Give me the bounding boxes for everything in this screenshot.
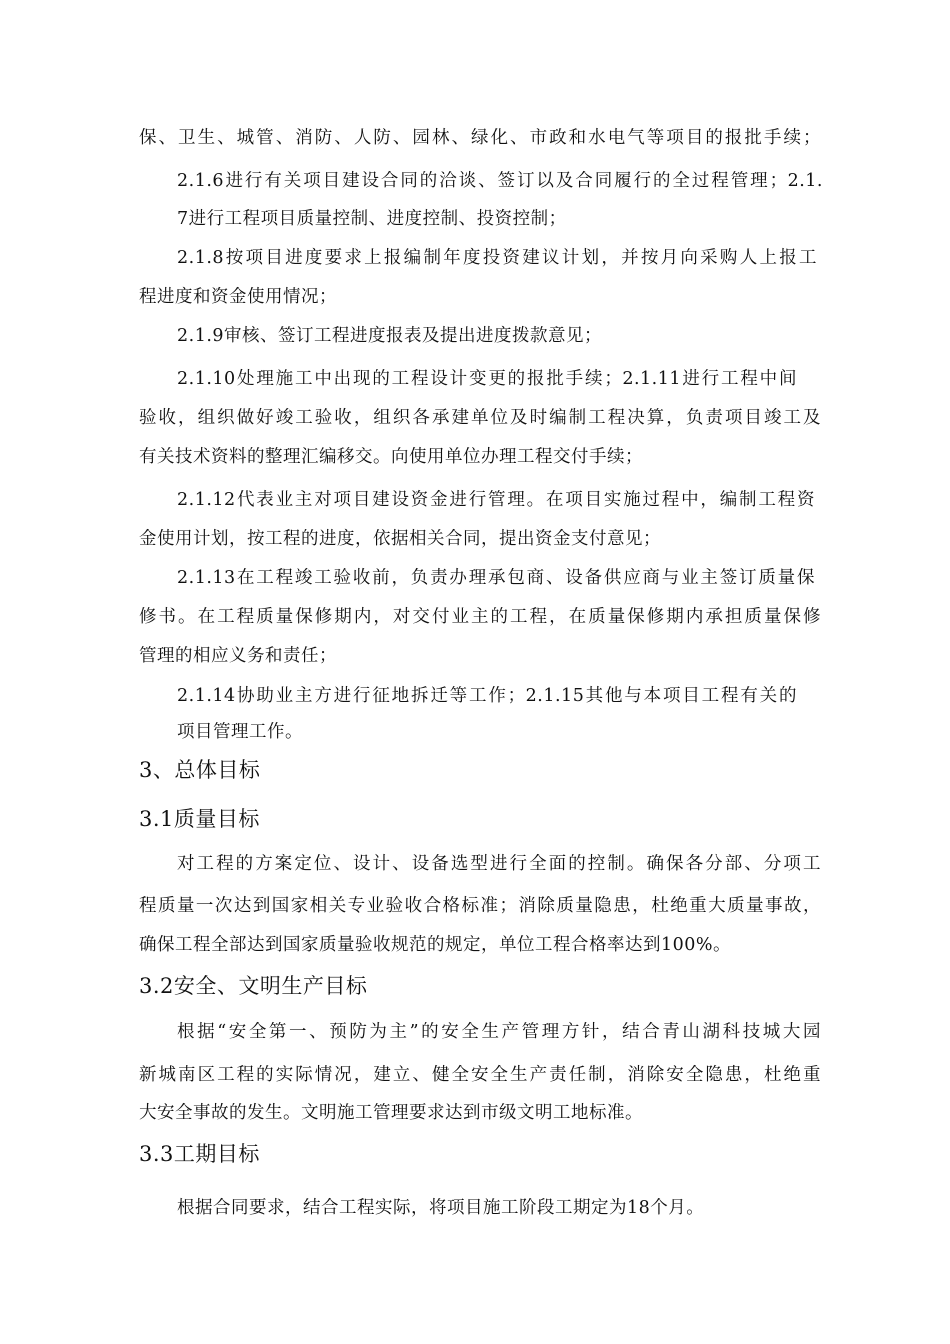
subsection-heading: 3.1质量目标: [139, 807, 260, 831]
text-line: 2.1.13在工程竣工验收前，负责办理承包商、设备供应商与业主签订质量保: [177, 568, 815, 588]
section-heading: 3、总体目标: [139, 758, 261, 782]
text-line: 金使用计划，按工程的进度，依据相关合同，提出资金支付意见；: [139, 529, 661, 549]
text-line: 2.1.6进行有关项目建设合同的洽谈、签订以及合同履行的全过程管理；2.1.: [177, 171, 823, 191]
subsection-heading: 3.3工期目标: [139, 1142, 260, 1166]
text-line: 2.1.14协助业主方进行征地拆迁等工作；2.1.15其他与本项目工程有关的: [177, 686, 797, 706]
text-line: 根据合同要求，结合工程实际，将项目施工阶段工期定为18个月。: [177, 1198, 705, 1218]
text-line: 2.1.9审核、签订工程进度报表及提出进度拨款意见；: [177, 326, 603, 346]
text-line: 管理的相应义务和责任；: [139, 646, 337, 666]
text-line: 大安全事故的发生。文明施工管理要求达到市级文明工地标准。: [139, 1103, 643, 1123]
text-line: 有关技术资料的整理汇编移交。向使用单位办理工程交付手续；: [139, 447, 643, 467]
text-line: 验收，组织做好竣工验收，组织各承建单位及时编制工程决算，负责项目竣工及: [139, 408, 821, 428]
text-line: 确保工程全部达到国家质量验收规范的规定，单位工程合格率达到100%。: [139, 935, 732, 955]
text-line: 7进行工程项目质量控制、进度控制、投资控制；: [177, 209, 567, 229]
text-line: 2.1.8按项目进度要求上报编制年度投资建议计划，并按月向采购人上报工: [177, 248, 817, 268]
text-line: 2.1.12代表业主对项目建设资金进行管理。在项目实施过程中，编制工程资: [177, 490, 815, 510]
subsection-heading: 3.2安全、文明生产目标: [139, 974, 368, 998]
text-line: 程进度和资金使用情况；: [139, 287, 337, 307]
text-line: 程质量一次达到国家相关专业验收合格标准；消除质量隐患，杜绝重大质量事故，: [139, 896, 821, 916]
text-line: 对工程的方案定位、设计、设备选型进行全面的控制。确保各分部、分项工: [177, 854, 821, 874]
text-line: 修书。在工程质量保修期内，对交付业主的工程，在质量保修期内承担质量保修: [139, 607, 821, 627]
text-line: 项目管理工作。: [177, 722, 303, 742]
text-line: 2.1.10处理施工中出现的工程设计变更的报批手续；2.1.11进行工程中间: [177, 369, 797, 389]
text-line: 新城南区工程的实际情况，建立、健全安全生产责任制，消除安全隐患，杜绝重: [139, 1065, 821, 1085]
text-line: 保、卫生、城管、消防、人防、园林、绿化、市政和水电气等项目的报批手续；: [139, 128, 821, 148]
text-line: 根据“安全第一、预防为主”的安全生产管理方针，结合青山湖科技城大园: [177, 1022, 821, 1042]
